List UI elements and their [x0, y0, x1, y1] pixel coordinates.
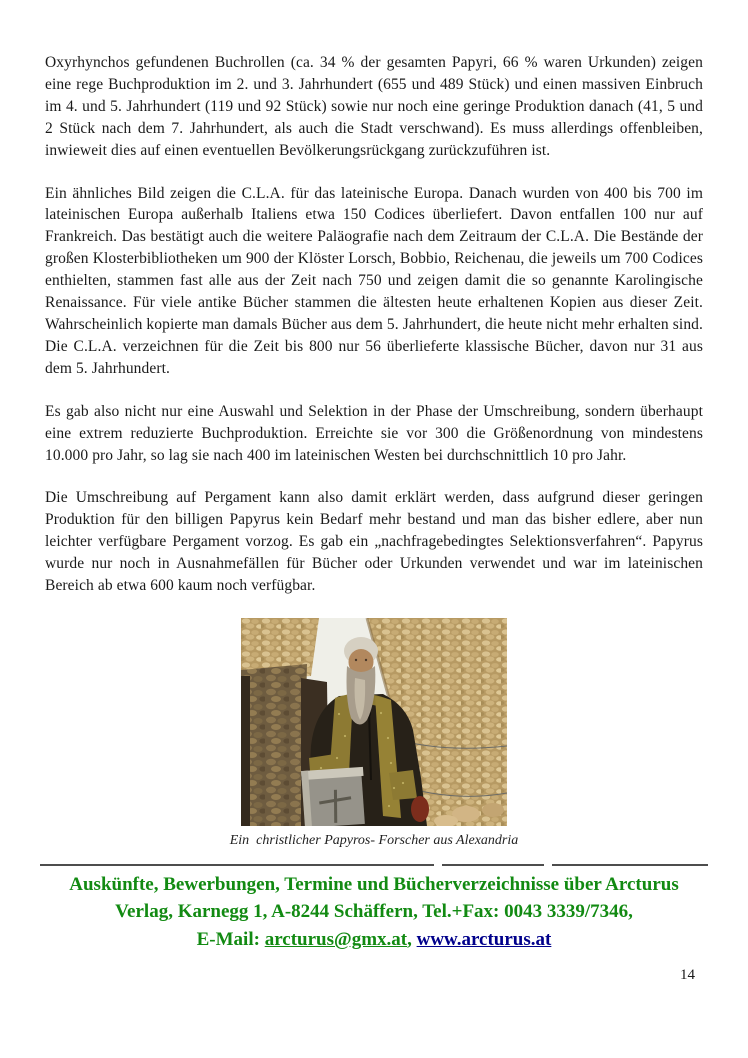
footer-line-3 — [45, 926, 703, 954]
page-number: 14 — [680, 967, 695, 984]
figure — [45, 618, 703, 849]
paragraph-pergament: Die Umschreibung auf Pergament kann also damit erklärt werden, dass aufgrund dieser geringen Produktion für den billigen Papyrus kein Bedarf mehr bestand und man das bisher edlere, aber nun leichter verfügbare Pergament vorzog. Es gab ein „nachfragebedingtes Selektionsverfahren“. Papyrus wurde nur noch in Ausnahmefällen für Bücher oder Urkunden verwendet und war im lateinischen Bereich ab etwa 600 kaum noch verfügbar. — [45, 489, 703, 595]
website-link[interactable]: www.arcturus.at — [416, 928, 552, 950]
separator-gap — [544, 862, 552, 869]
email-label: E-Mail: — [196, 928, 265, 950]
paragraph-oxyrhynchos: Oxyrhynchos gefundenen Buchrollen (ca. 34 % der gesamten Papyri, 66 % waren Urkunden) zeigen eine rege Buchproduktion im 2. und 3. Jahrhundert (655 und 489 Stück) und einen massiven Einbruch im 4. und 5. Jahrhundert (119 und 92 Stück) sowie nur noch eine geringe Produktion danach (41, 5 und 2 Stück nach dem 7. Jahrhundert, als auch die Stadt verschwand). Es muss allerdings offenbleiben, inwieweit dies auf einen eventuellen Bevölkerungsrückgang zurückzuführen ist. — [45, 54, 703, 159]
paragraph-cla-europa: Ein ähnliches Bild zeigen die C.L.A. für das lateinische Europa. Danach wurden von 400 bis 700 im lateinischen Europa außerhalb Italiens etwa 150 Codices überliefert. Davon entfallen 100 nur auf Frankreich. Das bestätigt auch die weitere Paläografie nach dem Zeitraum der C.L.A. Die Bestände der großen Klosterbibliotheken um 900 der Klöster Lorsch, Bobbio, Reichenau, die jeweils um 700 Codices enthielten, stammen fast alle aus der Zeit nach 750 und zeigen damit die so genannte Karolingische Renaissance. Für viele antike Bücher stammen die ältesten heute erhaltenen Kopien aus dieser Zeit. Wahrscheinlich kopierte man damals Bücher aus dem 5. Jahrhundert, die heute nicht mehr erhalten sind. Die C.L.A. verzeichnen für die Zeit bis 800 nur 56 überlieferte klassische Bücher, davon nur 31 aus dem 5. Jahrhundert. — [45, 184, 703, 377]
separator-gap — [434, 862, 442, 869]
paragraph-buchproduktion: Es gab also nicht nur eine Auswahl und Selektion in der Phase der Umschreibung, sondern überhaupt eine extrem reduzierte Buchproduktion. Erreichte sie vor 300 die Größenordnung von mindestens 10.000 pro Jahr, so lag sie nach 400 im lateinischen Westen bei durchschnittlich 10 pro Jahr. — [45, 402, 703, 464]
email-link[interactable]: arcturus@gmx.at — [264, 928, 408, 950]
footer-line-1: Auskünfte, Bewerbungen, Termine und Bücherverzeichnisse über Arcturus — [69, 873, 679, 895]
footer-separator-line — [40, 864, 708, 866]
footer-contact-block — [45, 871, 703, 954]
photo-illustration — [241, 618, 507, 826]
footer-line-2: Verlag, Karnegg 1, A-8244 Schäffern, Tel.+Fax: 0043 3339/7346, — [115, 901, 633, 923]
figure-caption: Ein christlicher Papyros- Forscher aus Alexandria — [229, 832, 519, 848]
figure-photo — [241, 618, 507, 826]
body-text — [45, 52, 703, 597]
link-separator: , — [407, 928, 417, 950]
